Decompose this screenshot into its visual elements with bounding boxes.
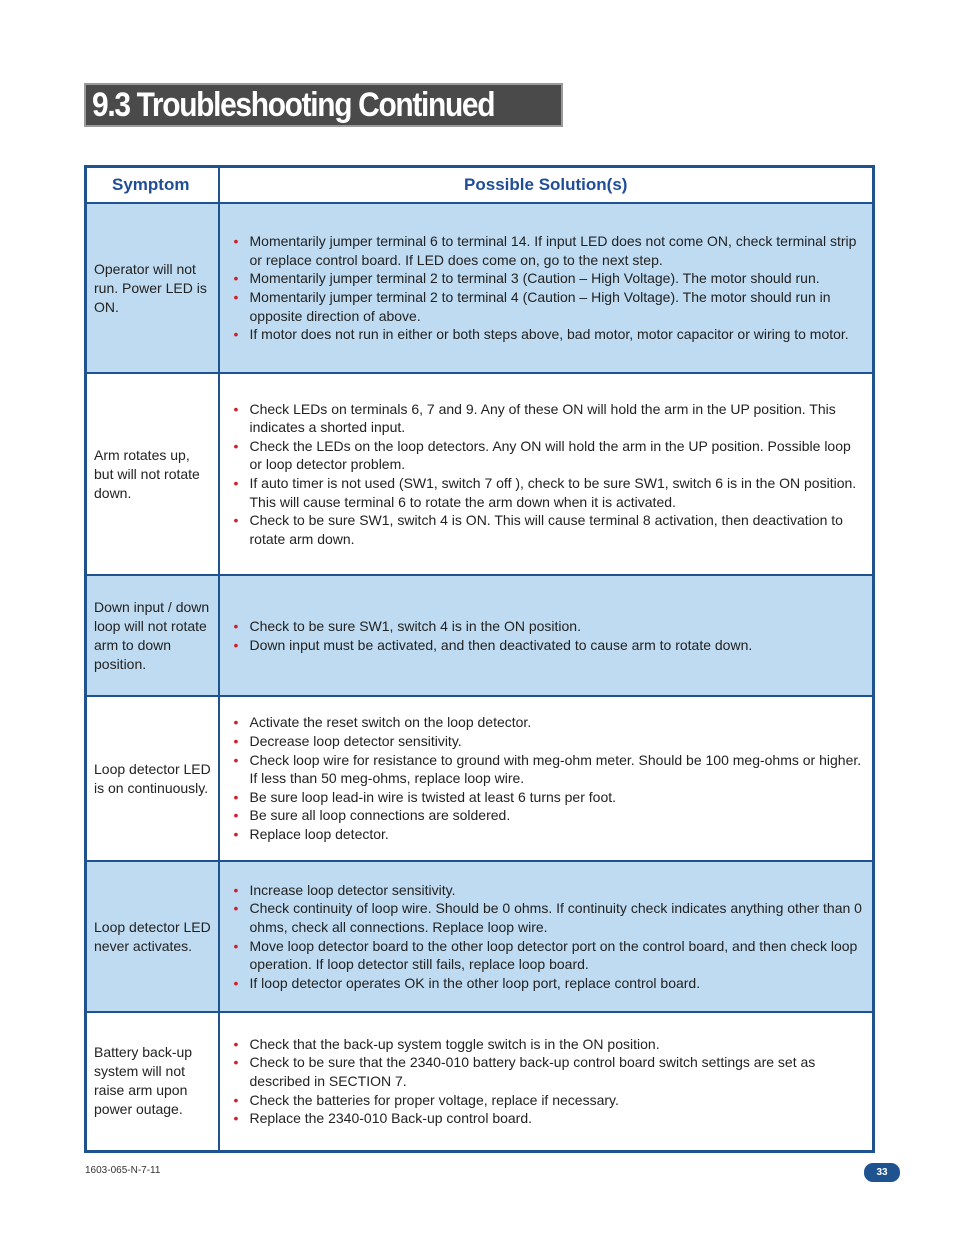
bullet-icon: • xyxy=(233,1091,239,1108)
symptom-cell: Down input / down loop will not rotate arm to down position. xyxy=(86,575,219,696)
bullet-icon: • xyxy=(233,1035,239,1052)
solutions-cell xyxy=(219,861,874,1012)
table-row xyxy=(86,575,874,696)
list-item: • If auto timer is not used (SW1, switch 7 off ), check to be sure SW1, switch 6 is in the ON position. This will cause terminal 6 to rotate the arm down when it is activated. xyxy=(233,475,857,510)
header-solutions: Possible Solution(s) xyxy=(219,167,874,204)
bullet-icon: • xyxy=(233,636,239,653)
bullet-icon: • xyxy=(233,326,239,343)
list-item: • Increase loop detector sensitivity. xyxy=(233,881,456,898)
list-item: • Replace loop detector. xyxy=(233,825,389,842)
list-item: • Be sure all loop connections are soldered. xyxy=(233,807,511,824)
bullet-icon: • xyxy=(233,974,239,991)
solutions-cell xyxy=(219,696,874,861)
solution-list xyxy=(232,881,865,993)
solutions-cell xyxy=(219,373,874,575)
list-item: • Check to be sure that the 2340-010 battery back-up control board switch settings are set as described in SECTION 7. xyxy=(233,1054,816,1089)
table-row xyxy=(86,1012,874,1151)
list-item: • Check LEDs on terminals 6, 7 and 9. Any of these ON will hold the arm in the UP position. This indicates a shorted input. xyxy=(233,400,836,436)
header-symptom: Symptom xyxy=(86,167,219,204)
symptom-cell: Arm rotates up, but will not rotate down. xyxy=(86,373,219,575)
bullet-icon: • xyxy=(233,475,239,491)
table-row xyxy=(86,203,874,373)
bullet-icon: • xyxy=(233,1054,239,1071)
bullet-icon: • xyxy=(233,733,239,750)
bullet-icon: • xyxy=(233,617,239,634)
list-item: • Check loop wire for resistance to ground with meg-ohm meter. Should be 100 meg-ohms or higher. If less than 50 meg-ohms, replace loop wire. xyxy=(233,751,862,787)
bullet-icon: • xyxy=(233,512,239,529)
list-item: • Be sure loop lead-in wire is twisted at least 6 turns per foot. xyxy=(233,788,617,805)
section-title-banner xyxy=(84,83,563,127)
troubleshooting-table xyxy=(84,165,875,1153)
list-item: • Decrease loop detector sensitivity. xyxy=(233,733,462,750)
bullet-icon: • xyxy=(233,807,239,824)
symptom-cell: Battery back-up system will not raise arm upon power outage. xyxy=(86,1012,219,1151)
list-item: • Momentarily jumper terminal 2 to terminal 4 (Caution – High Voltage). The motor should run in opposite direction of above. xyxy=(233,289,831,324)
table-row xyxy=(86,373,874,575)
symptom-cell: Loop detector LED never activates. xyxy=(86,861,219,1012)
bullet-icon: • xyxy=(233,788,239,805)
list-item: • Activate the reset switch on the loop detector. xyxy=(233,714,532,731)
solution-list xyxy=(232,1035,865,1128)
document-code: 1603-065-N-7-11 xyxy=(85,1165,161,1176)
list-item: • Momentarily jumper terminal 6 to terminal 14. If input LED does not come ON, check terminal strip or replace control board. If LED does come on, go to the next step. xyxy=(233,233,857,268)
list-item: • Move loop detector board to the other loop detector port on the control board, and then check loop operation. If loop detector still fails, replace loop board. xyxy=(233,937,858,973)
bullet-icon: • xyxy=(233,751,239,768)
list-item: • Check the batteries for proper voltage, replace if necessary. xyxy=(233,1091,619,1108)
table-row xyxy=(86,861,874,1012)
page-title: 9.3 Troubleshooting Continued xyxy=(92,85,495,124)
bullet-icon: • xyxy=(233,270,239,287)
symptom-cell: Operator will not run. Power LED is ON. xyxy=(86,203,219,373)
table-row xyxy=(86,696,874,861)
page-number-badge: 33 xyxy=(864,1163,900,1182)
bullet-icon: • xyxy=(233,289,239,305)
solution-list xyxy=(232,232,865,344)
list-item: • If motor does not run in either or both steps above, bad motor, motor capacitor or wiring to motor. xyxy=(233,326,849,343)
bullet-icon: • xyxy=(233,900,239,917)
solution-list xyxy=(232,617,865,654)
list-item: • Check to be sure SW1, switch 4 is ON. This will cause terminal 8 activation, then deactivation to rotate arm down. xyxy=(233,512,843,547)
bullet-icon: • xyxy=(233,233,239,250)
bullet-icon: • xyxy=(233,1110,239,1127)
solutions-cell xyxy=(219,575,874,696)
solution-list xyxy=(232,400,865,549)
table-header-row xyxy=(86,167,874,204)
bullet-icon: • xyxy=(233,437,239,454)
list-item: • If loop detector operates OK in the other loop port, replace control board. xyxy=(233,974,701,991)
bullet-icon: • xyxy=(233,714,239,731)
solutions-cell xyxy=(219,1012,874,1151)
list-item: • Replace the 2340-010 Back-up control board. xyxy=(233,1110,533,1127)
solutions-cell xyxy=(219,203,874,373)
bullet-icon: • xyxy=(233,825,239,842)
bullet-icon: • xyxy=(233,881,239,898)
symptom-cell: Loop detector LED is on continuously. xyxy=(86,696,219,861)
list-item: • Check continuity of loop wire. Should be 0 ohms. If continuity check indicates anything other than 0 ohms, check all connections. Replace loop wire. xyxy=(233,900,862,935)
list-item: • Momentarily jumper terminal 2 to terminal 3 (Caution – High Voltage). The motor should run. xyxy=(233,270,820,287)
solution-list xyxy=(232,713,865,843)
list-item: • Check the LEDs on the loop detectors. Any ON will hold the arm in the UP position. Possible loop or loop detector problem. xyxy=(233,437,851,473)
list-item: • Check to be sure SW1, switch 4 is in the ON position. xyxy=(233,617,581,634)
bullet-icon: • xyxy=(233,400,239,417)
list-item: • Down input must be activated, and then deactivated to cause arm to rotate down. xyxy=(233,636,753,653)
list-item: • Check that the back-up system toggle switch is in the ON position. xyxy=(233,1035,660,1052)
bullet-icon: • xyxy=(233,937,239,954)
